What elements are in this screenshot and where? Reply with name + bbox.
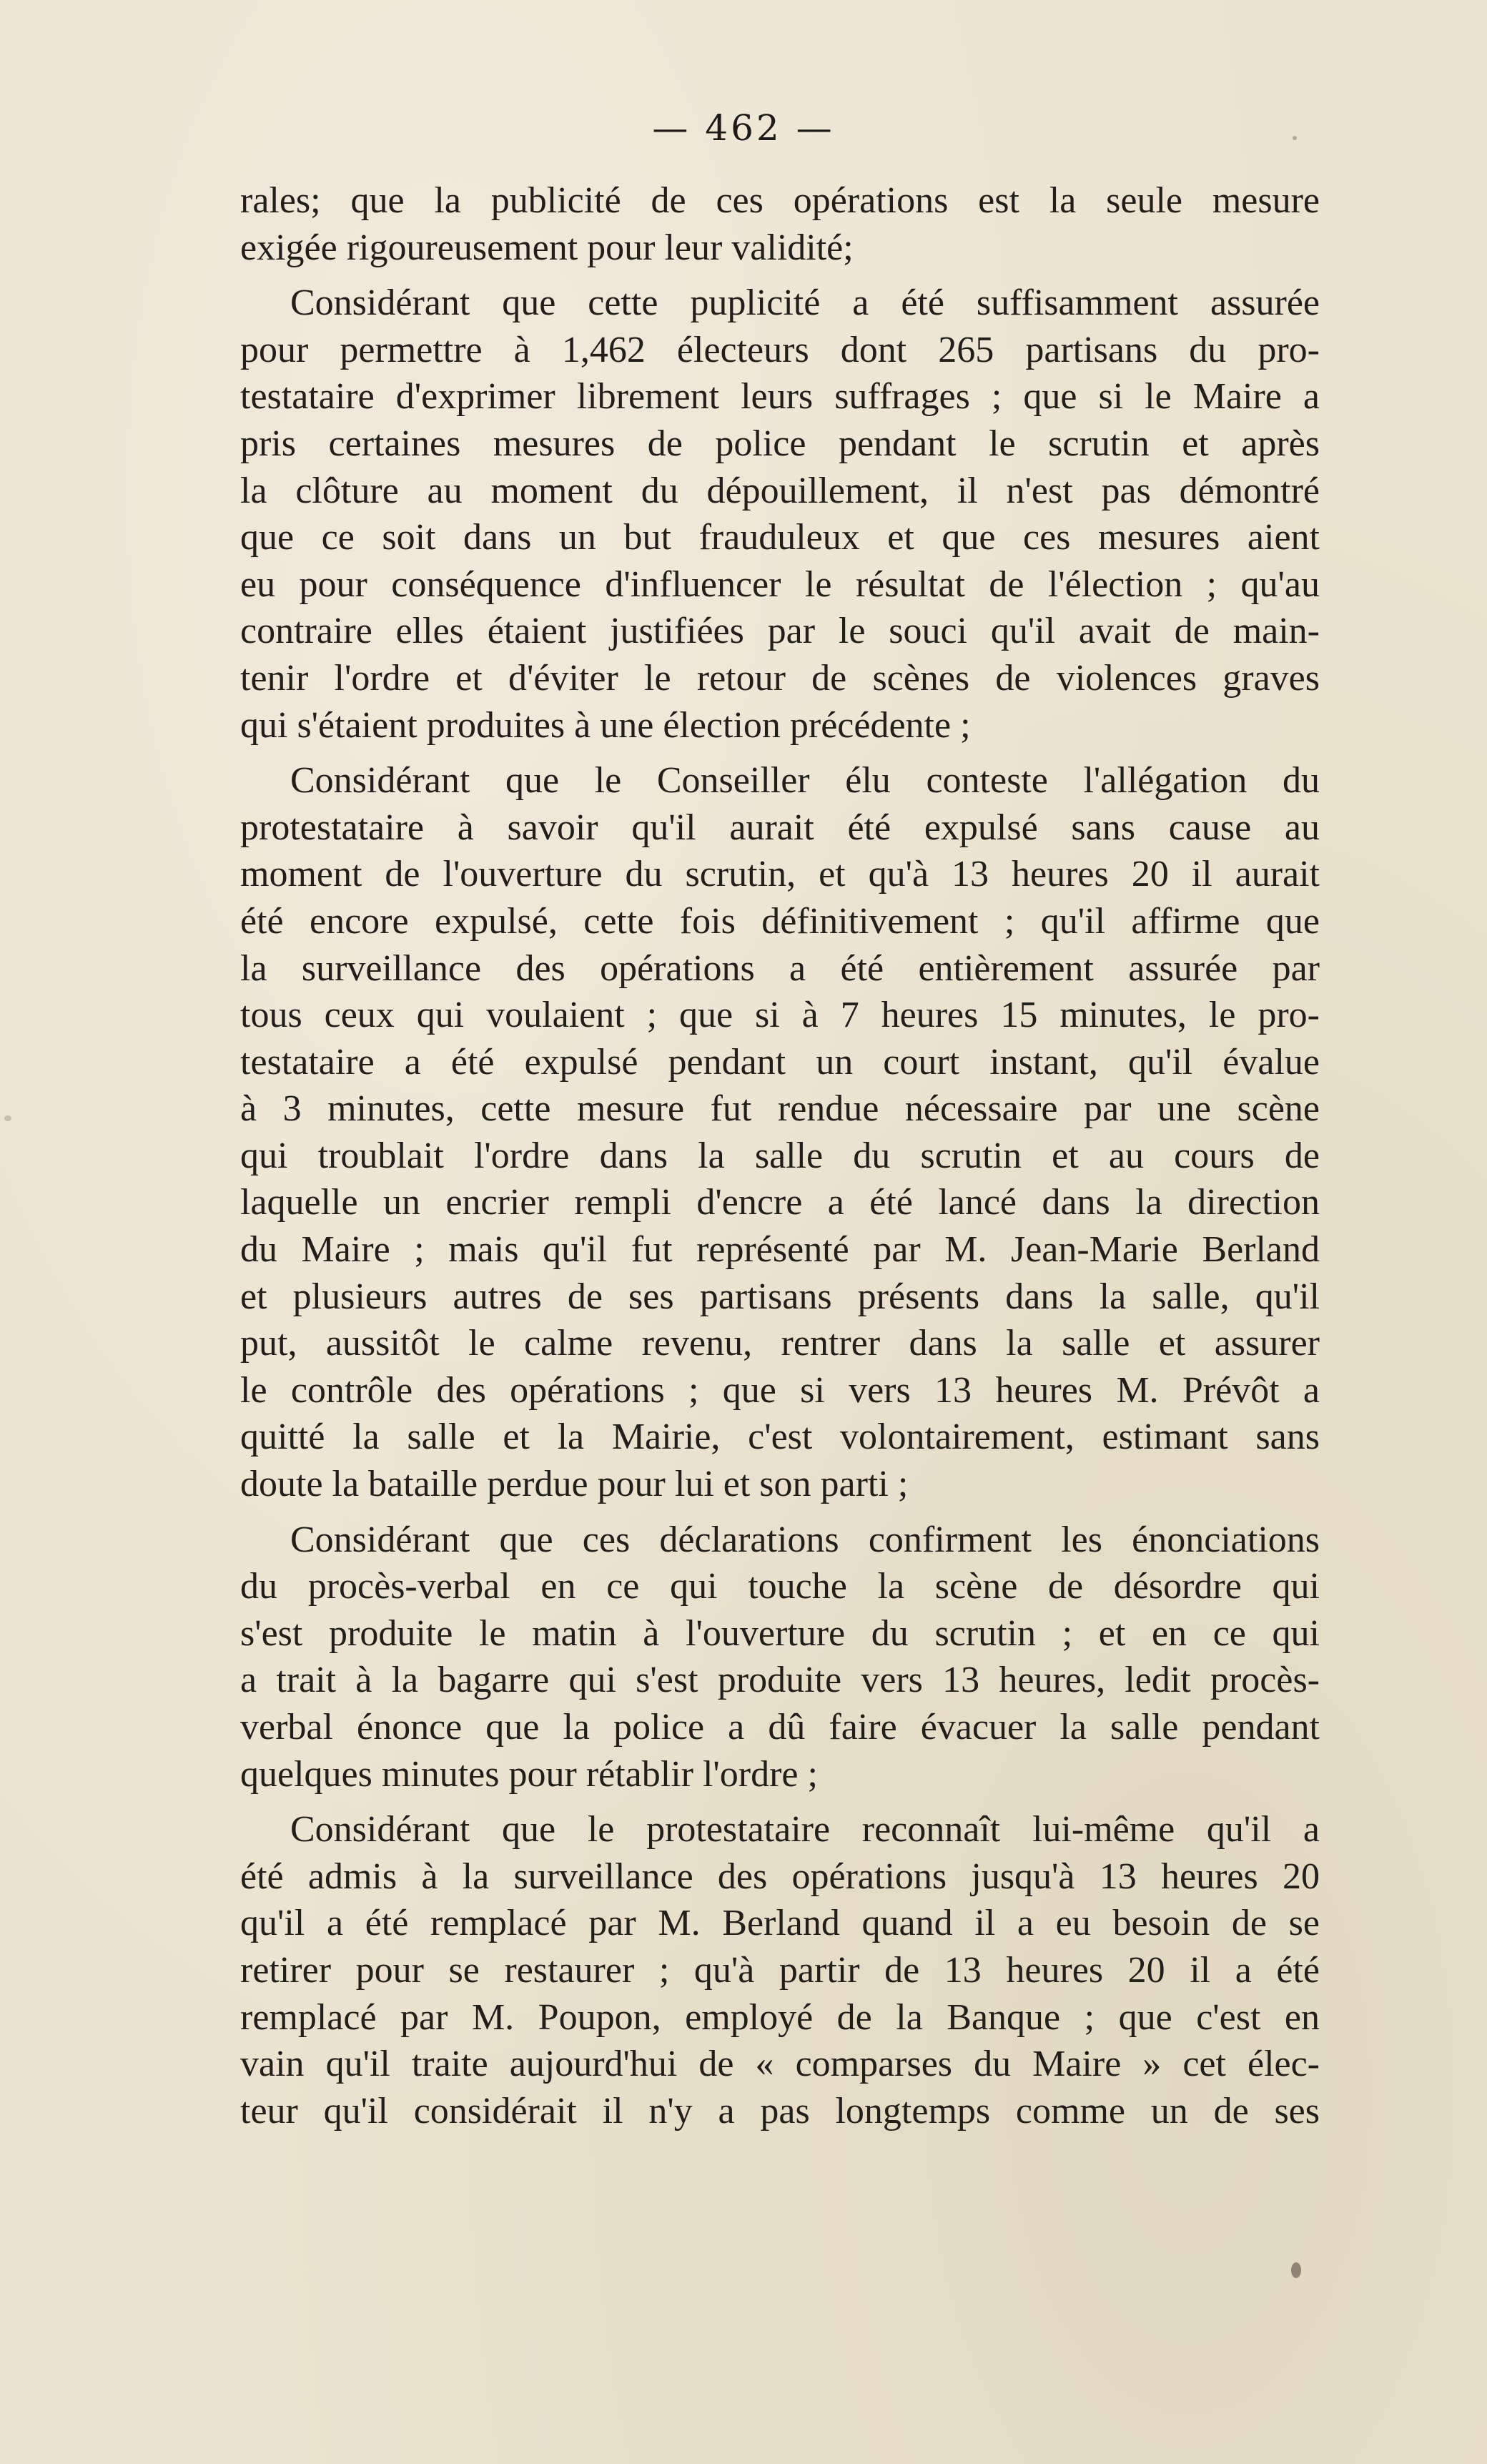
text-line: s'est produite le matin à l'ouverture du scrutin ; et en ce qui (240, 1612, 1320, 1654)
body-text (240, 177, 1320, 2143)
text-line: quelques minutes pour rétablir l'ordre ; (240, 1753, 818, 1795)
paper-speck (1291, 2262, 1301, 2278)
text-line: retirer pour se restaurer ; qu'à partir de 13 heures 20 il a été (240, 1949, 1320, 1991)
text-line: Considérant que le Conseiller élu conteste l'allégation du (290, 760, 1320, 802)
text-line: été encore expulsé, cette fois définitivement ; qu'il affirme que (240, 900, 1320, 942)
text-line: exigée rigoureusement pour leur validité; (240, 227, 854, 268)
text-line: a trait à la bagarre qui s'est produite vers 13 heures, ledit procès- (240, 1660, 1320, 1701)
paper-speck (4, 1115, 11, 1121)
text-line: rales; que la publicité de ces opérations est la seule mesure (240, 180, 1320, 221)
paragraph (240, 1517, 1320, 1798)
text-line: testataire a été expulsé pendant un court instant, qu'il évalue (240, 1041, 1320, 1083)
paragraph (240, 177, 1320, 271)
text-line: teur qu'il considérait il n'y a pas longtemps comme un de ses (240, 2090, 1320, 2132)
paragraph (240, 757, 1320, 1508)
text-line: Considérant que le protestataire reconnaît lui-même qu'il a (290, 1809, 1320, 1851)
text-line: verbal énonce que la police a dû faire évacuer la salle pendant (240, 1707, 1320, 1748)
text-line: doute la bataille perdue pour lui et son parti ; (240, 1464, 909, 1505)
text-line: le contrôle des opérations ; que si vers 13 heures M. Prévôt a (240, 1369, 1320, 1411)
text-line: du Maire ; mais qu'il fut représenté par M. Jean-Marie Berland (240, 1229, 1320, 1271)
text-line: que ce soit dans un but frauduleux et que ces mesures aient (240, 517, 1320, 558)
text-line: du procès-verbal en ce qui touche la scène de désordre qui (240, 1566, 1320, 1607)
text-line: testataire d'exprimer librement leurs suffrages ; que si le Maire a (240, 376, 1320, 418)
text-line: qui troublait l'ordre dans la salle du scrutin et au cours de (240, 1135, 1320, 1176)
text-line: quitté la salle et la Mairie, c'est volontairement, estimant sans (240, 1416, 1320, 1458)
text-line: Considérant que cette puplicité a été suffisamment assurée (290, 282, 1320, 324)
text-line: put, aussitôt le calme revenu, rentrer dans la salle et assurer (240, 1323, 1320, 1364)
paragraph (240, 1806, 1320, 2134)
paper-speck (1293, 136, 1297, 140)
text-line: été admis à la surveillance des opérations jusqu'à 13 heures 20 (240, 1856, 1320, 1897)
text-line: tous ceux qui voulaient ; que si à 7 heures 15 minutes, le pro- (240, 995, 1320, 1036)
text-line: eu pour conséquence d'influencer le résultat de l'élection ; qu'au (240, 563, 1320, 605)
text-line: la surveillance des opérations a été entièrement assurée par (240, 947, 1320, 989)
text-line: contraire elles étaient justifiées par le souci qu'il avait de main- (240, 611, 1320, 652)
text-line: et plusieurs autres de ses partisans présents dans la salle, qu'il (240, 1276, 1320, 1317)
text-line: qui s'étaient produites à une élection précédente ; (240, 704, 971, 746)
paragraph (240, 280, 1320, 749)
text-line: pour permettre à 1,462 électeurs dont 265 partisans du pro- (240, 329, 1320, 370)
text-line: Considérant que ces déclarations confirment les énonciations (290, 1519, 1320, 1560)
text-line: qu'il a été remplacé par M. Berland quand il a eu besoin de se (240, 1903, 1320, 1944)
page-number: — 462 — (652, 107, 835, 149)
text-line: tenir l'ordre et d'éviter le retour de scènes de violences graves (240, 657, 1320, 699)
text-line: laquelle un encrier rempli d'encre a été lancé dans la direction (240, 1182, 1320, 1223)
text-line: vain qu'il traite aujourd'hui de « comparses du Maire » cet élec- (240, 2044, 1320, 2085)
text-line: pris certaines mesures de police pendant le scrutin et après (240, 423, 1320, 464)
text-line: à 3 minutes, cette mesure fut rendue nécessaire par une scène (240, 1088, 1320, 1130)
text-line: la clôture au moment du dépouillement, il n'est pas démontré (240, 470, 1320, 511)
text-line: moment de l'ouverture du scrutin, et qu'à 13 heures 20 il aurait (240, 854, 1320, 895)
text-line: protestataire à savoir qu'il aurait été expulsé sans cause au (240, 807, 1320, 848)
text-line: remplacé par M. Poupon, employé de la Banque ; que c'est en (240, 1996, 1320, 2038)
